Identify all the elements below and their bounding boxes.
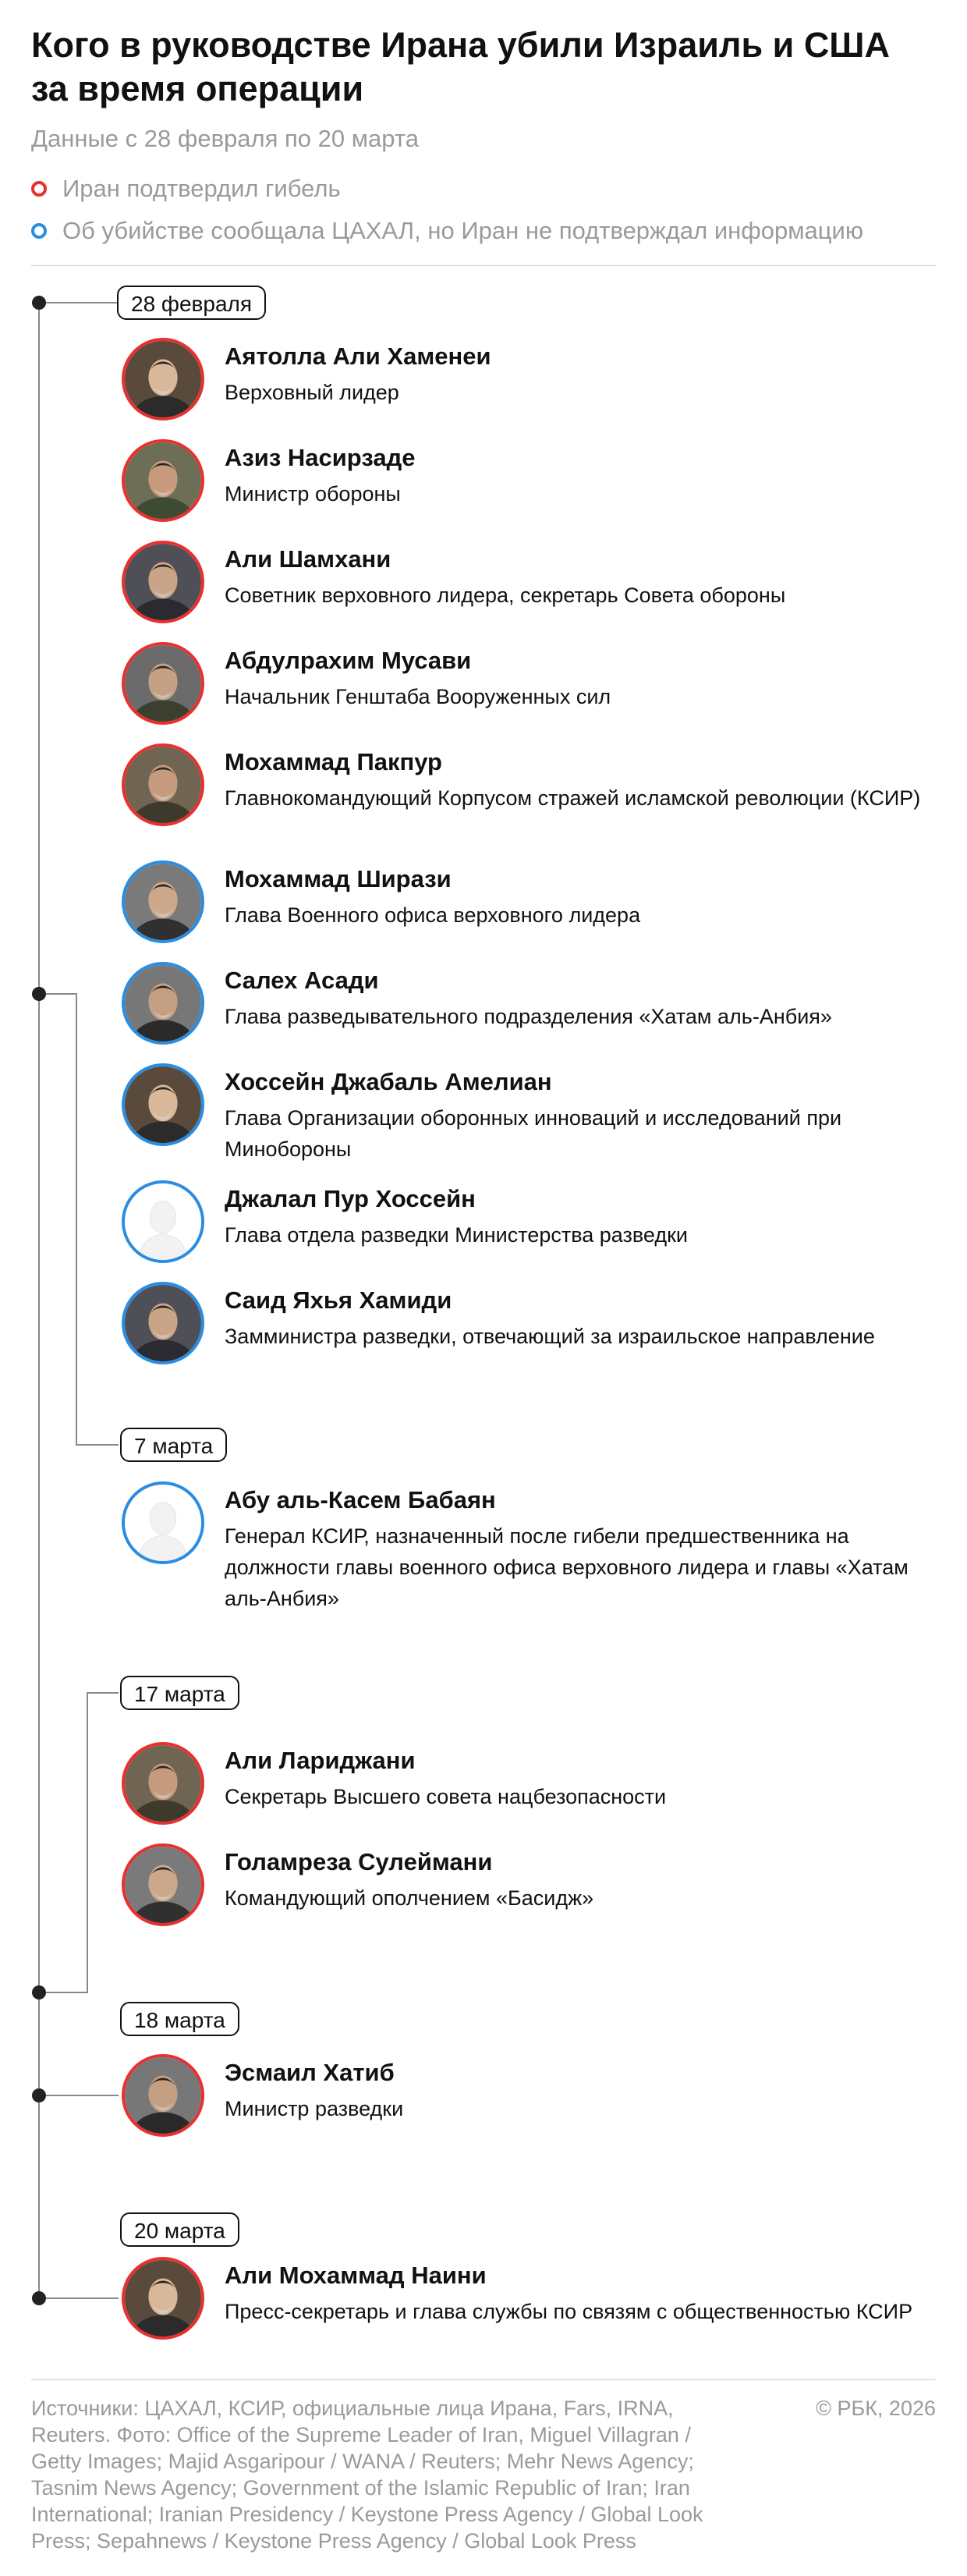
person-role: Глава отдела разведки Министерства разведки	[225, 1223, 688, 1247]
person-name: Саид Яхья Хамиди	[225, 1286, 452, 1314]
person-role: Начальник Генштаба Вооруженных сил	[225, 685, 611, 708]
portrait-icon	[122, 962, 204, 1045]
person-name: Аятолла Али Хаменеи	[225, 342, 491, 370]
portrait-icon	[122, 642, 204, 725]
person-name: Али Мохаммад Наини	[225, 2262, 487, 2289]
sources-text: Источники: ЦАХАЛ, КСИР, официальные лица Ирана, Fars, IRNA, Reuters. Фото: Office of the Supreme Leader of Iran, Miguel Villagran / Getty Images; Majid Asgaripour / WANA / Reuters; Mehr News Agency; Tasnim News Agency; Government of the Islamic Republic of Iran; Iran International; Iranian Presidency / Keystone Press Agency / Global Look Press; Sepahnews / Keystone Press Agency / Global Look Press	[31, 2397, 703, 2553]
portrait-icon	[122, 1180, 204, 1263]
date-label: 28 февраля	[117, 286, 266, 320]
legend-label: Иран подтвердил гибель	[62, 175, 341, 202]
person-name: Салех Асади	[225, 967, 379, 994]
portrait-icon	[122, 541, 204, 623]
person-role: Замминистра разведки, отвечающий за израильское направление	[225, 1325, 875, 1348]
person-name: Али Шамхани	[225, 545, 391, 573]
date-label: 18 марта	[120, 2002, 239, 2036]
portrait-icon	[122, 2257, 204, 2340]
portrait-icon	[122, 743, 204, 826]
person-role: Секретарь Высшего совета нацбезопасности	[225, 1785, 667, 1808]
person-role: Главнокомандующий Корпусом стражей исламской революции (КСИР)	[225, 786, 921, 810]
person-name: Джалал Пур Хоссейн	[225, 1185, 476, 1212]
person-role: Советник верховного лидера, секретарь Совета обороны	[225, 584, 786, 607]
person-name: Хоссейн Джабаль Амелиан	[225, 1068, 552, 1095]
copyright-text: © РБК, 2026	[816, 2397, 936, 2420]
divider-bottom	[31, 2379, 936, 2380]
person-name: Абу аль-Касем Бабаян	[225, 1486, 496, 1513]
person-role: Пресс-секретарь и глава службы по связям с общественностью КСИР	[225, 2300, 913, 2323]
portrait-icon	[122, 2054, 204, 2137]
date-label: 17 марта	[120, 1676, 239, 1710]
date-label: 20 марта	[120, 2212, 239, 2247]
person-name: Азиз Насирзаде	[225, 444, 416, 471]
portrait-icon	[122, 860, 204, 943]
portrait-icon	[122, 338, 204, 420]
portrait-icon	[122, 439, 204, 522]
person-role: Министр разведки	[225, 2097, 404, 2120]
portrait-icon	[122, 1843, 204, 1926]
legend-label: Об убийстве сообщала ЦАХАЛ, но Иран не подтверждал информацию	[62, 217, 864, 244]
person-role: Министр обороны	[225, 482, 401, 506]
person-name: Эсмаил Хатиб	[225, 2059, 395, 2086]
person-role: Глава Организации оборонных инноваций и исследований при Минобороны	[225, 1106, 842, 1161]
person-name: Голамреза Сулеймани	[225, 1848, 493, 1875]
portrait-icon	[122, 1282, 204, 1364]
page-title: Кого в руководстве Ирана убили Израиль и США за время операции	[31, 25, 891, 108]
page-subtitle: Данные с 28 февраля по 20 марта	[31, 125, 419, 152]
portrait-icon	[122, 1742, 204, 1825]
date-label: 7 марта	[120, 1428, 227, 1462]
person-role: Генерал КСИР, назначенный после гибели предшественника на должности главы военного офиса верховного лидера и главы «Хатам аль-Анбия»	[225, 1524, 909, 1610]
portrait-icon	[122, 1063, 204, 1146]
person-name: Мохаммад Пакпур	[225, 748, 442, 775]
person-name: Мохаммад Ширази	[225, 865, 452, 892]
person-name: Абдулрахим Мусави	[225, 647, 472, 674]
person-role: Глава Военного офиса верховного лидера	[225, 903, 641, 927]
portrait-icon	[122, 1481, 204, 1564]
person-role: Командующий ополчением «Басидж»	[225, 1886, 594, 1910]
person-role: Верховный лидер	[225, 381, 399, 404]
person-name: Али Лариджани	[225, 1747, 416, 1774]
person-role: Глава разведывательного подразделения «Хатам аль-Анбия»	[225, 1005, 832, 1028]
